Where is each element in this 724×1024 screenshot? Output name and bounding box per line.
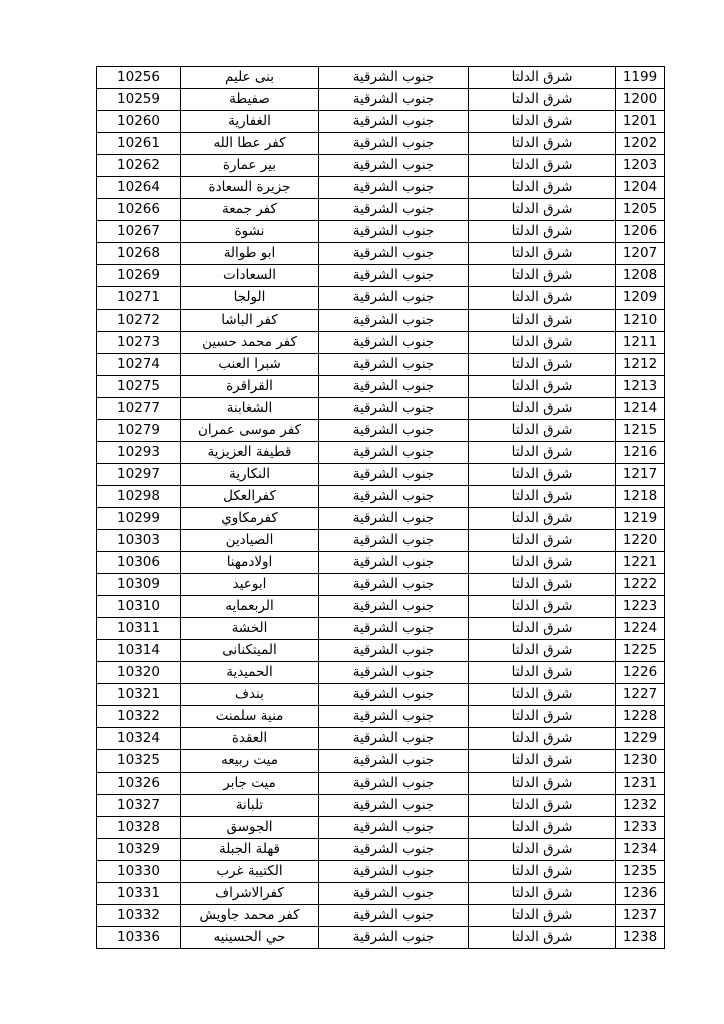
district-cell: جنوب الشرقية — [319, 309, 469, 331]
table-row — [97, 67, 665, 89]
row-number-cell: 1221 — [616, 552, 665, 574]
village-code-cell: 10293 — [97, 441, 181, 463]
district-cell: جنوب الشرقية — [319, 772, 469, 794]
table-row — [97, 441, 665, 463]
village-code-cell: 10311 — [97, 618, 181, 640]
row-number-cell: 1228 — [616, 706, 665, 728]
table-row — [97, 882, 665, 904]
table-row — [97, 574, 665, 596]
region-cell: شرق الدلتا — [469, 419, 616, 441]
village-code-cell: 10320 — [97, 662, 181, 684]
region-cell: شرق الدلتا — [469, 574, 616, 596]
row-number-cell: 1236 — [616, 882, 665, 904]
row-number-cell: 1219 — [616, 507, 665, 529]
district-cell: جنوب الشرقية — [319, 860, 469, 882]
village-name-cell: كفر موسى عمران — [181, 419, 319, 441]
village-code-cell: 10336 — [97, 926, 181, 948]
region-cell: شرق الدلتا — [469, 353, 616, 375]
row-number-cell: 1226 — [616, 662, 665, 684]
table-row — [97, 507, 665, 529]
row-number-cell: 1231 — [616, 772, 665, 794]
table-row — [97, 684, 665, 706]
village-code-cell: 10309 — [97, 574, 181, 596]
village-name-cell: كفرمكاوي — [181, 507, 319, 529]
row-number-cell: 1218 — [616, 485, 665, 507]
district-cell: جنوب الشرقية — [319, 397, 469, 419]
district-cell: جنوب الشرقية — [319, 529, 469, 551]
row-number-cell: 1205 — [616, 199, 665, 221]
table-row — [97, 772, 665, 794]
village-code-cell: 10303 — [97, 529, 181, 551]
village-code-cell: 10279 — [97, 419, 181, 441]
row-number-cell: 1199 — [616, 67, 665, 89]
district-cell: جنوب الشرقية — [319, 111, 469, 133]
village-name-cell: ميت ربيعه — [181, 750, 319, 772]
village-code-cell: 10260 — [97, 111, 181, 133]
row-number-cell: 1209 — [616, 287, 665, 309]
table-row — [97, 860, 665, 882]
region-cell: شرق الدلتا — [469, 89, 616, 111]
village-name-cell: كفر محمد جاويش — [181, 904, 319, 926]
region-cell: شرق الدلتا — [469, 199, 616, 221]
village-name-cell: الغفارية — [181, 111, 319, 133]
table-row — [97, 529, 665, 551]
region-cell: شرق الدلتا — [469, 860, 616, 882]
table-row — [97, 618, 665, 640]
village-name-cell: كفرالعكل — [181, 485, 319, 507]
village-name-cell: الخشة — [181, 618, 319, 640]
region-cell: شرق الدلتا — [469, 397, 616, 419]
region-cell: شرق الدلتا — [469, 794, 616, 816]
row-number-cell: 1220 — [616, 529, 665, 551]
district-cell: جنوب الشرقية — [319, 926, 469, 948]
district-cell: جنوب الشرقية — [319, 221, 469, 243]
village-code-cell: 10306 — [97, 552, 181, 574]
village-code-cell: 10332 — [97, 904, 181, 926]
district-cell: جنوب الشرقية — [319, 574, 469, 596]
table-row — [97, 265, 665, 287]
village-code-cell: 10272 — [97, 309, 181, 331]
region-cell: شرق الدلتا — [469, 331, 616, 353]
village-code-cell: 10324 — [97, 728, 181, 750]
village-code-cell: 10326 — [97, 772, 181, 794]
village-name-cell: الشغابنة — [181, 397, 319, 419]
district-cell: جنوب الشرقية — [319, 133, 469, 155]
village-code-cell: 10314 — [97, 640, 181, 662]
village-code-cell: 10266 — [97, 199, 181, 221]
village-name-cell: منية سلمنت — [181, 706, 319, 728]
district-cell: جنوب الشرقية — [319, 684, 469, 706]
region-cell: شرق الدلتا — [469, 838, 616, 860]
table-row — [97, 485, 665, 507]
district-cell: جنوب الشرقية — [319, 618, 469, 640]
row-number-cell: 1217 — [616, 463, 665, 485]
row-number-cell: 1208 — [616, 265, 665, 287]
row-number-cell: 1202 — [616, 133, 665, 155]
district-cell: جنوب الشرقية — [319, 596, 469, 618]
village-name-cell: حي الحسينيه — [181, 926, 319, 948]
table-row — [97, 133, 665, 155]
village-code-cell: 10331 — [97, 882, 181, 904]
region-cell: شرق الدلتا — [469, 596, 616, 618]
district-cell: جنوب الشرقية — [319, 243, 469, 265]
table-row — [97, 243, 665, 265]
district-cell: جنوب الشرقية — [319, 265, 469, 287]
village-code-cell: 10321 — [97, 684, 181, 706]
village-code-cell: 10269 — [97, 265, 181, 287]
row-number-cell: 1211 — [616, 331, 665, 353]
district-cell: جنوب الشرقية — [319, 353, 469, 375]
region-cell: شرق الدلتا — [469, 265, 616, 287]
village-name-cell: كفر محمد حسين — [181, 331, 319, 353]
row-number-cell: 1213 — [616, 375, 665, 397]
village-code-cell: 10274 — [97, 353, 181, 375]
district-cell: جنوب الشرقية — [319, 463, 469, 485]
row-number-cell: 1207 — [616, 243, 665, 265]
region-cell: شرق الدلتا — [469, 904, 616, 926]
region-cell: شرق الدلتا — [469, 243, 616, 265]
village-name-cell: بندف — [181, 684, 319, 706]
district-cell: جنوب الشرقية — [319, 441, 469, 463]
row-number-cell: 1222 — [616, 574, 665, 596]
village-name-cell: ابوعيد — [181, 574, 319, 596]
table-row — [97, 904, 665, 926]
table-row — [97, 177, 665, 199]
village-name-cell: الميتكنانى — [181, 640, 319, 662]
row-number-cell: 1216 — [616, 441, 665, 463]
table-row — [97, 662, 665, 684]
village-code-cell: 10325 — [97, 750, 181, 772]
district-cell: جنوب الشرقية — [319, 485, 469, 507]
table-row — [97, 199, 665, 221]
region-cell: شرق الدلتا — [469, 750, 616, 772]
row-number-cell: 1215 — [616, 419, 665, 441]
row-number-cell: 1210 — [616, 309, 665, 331]
village-name-cell: تلبانة — [181, 794, 319, 816]
table-row — [97, 728, 665, 750]
table-row — [97, 309, 665, 331]
region-cell: شرق الدلتا — [469, 728, 616, 750]
district-cell: جنوب الشرقية — [319, 882, 469, 904]
table-row — [97, 221, 665, 243]
village-name-cell: ابو طوالة — [181, 243, 319, 265]
village-code-cell: 10329 — [97, 838, 181, 860]
village-code-cell: 10256 — [97, 67, 181, 89]
table-row — [97, 596, 665, 618]
table-row — [97, 794, 665, 816]
village-code-cell: 10322 — [97, 706, 181, 728]
village-name-cell: الكتيبة غرب — [181, 860, 319, 882]
village-name-cell: جزيرة السعادة — [181, 177, 319, 199]
region-cell: شرق الدلتا — [469, 287, 616, 309]
village-name-cell: العقدة — [181, 728, 319, 750]
district-cell: جنوب الشرقية — [319, 706, 469, 728]
village-name-cell: شبرا العنب — [181, 353, 319, 375]
region-cell: شرق الدلتا — [469, 441, 616, 463]
village-name-cell: كفر عطا الله — [181, 133, 319, 155]
village-name-cell: الجوسق — [181, 816, 319, 838]
village-code-cell: 10261 — [97, 133, 181, 155]
region-cell: شرق الدلتا — [469, 309, 616, 331]
village-code-cell: 10310 — [97, 596, 181, 618]
district-cell: جنوب الشرقية — [319, 662, 469, 684]
district-cell: جنوب الشرقية — [319, 816, 469, 838]
row-number-cell: 1224 — [616, 618, 665, 640]
row-number-cell: 1223 — [616, 596, 665, 618]
row-number-cell: 1203 — [616, 155, 665, 177]
district-cell: جنوب الشرقية — [319, 750, 469, 772]
row-number-cell: 1237 — [616, 904, 665, 926]
region-cell: شرق الدلتا — [469, 882, 616, 904]
region-cell: شرق الدلتا — [469, 529, 616, 551]
district-cell: جنوب الشرقية — [319, 904, 469, 926]
table-row — [97, 926, 665, 948]
village-name-cell: الحميدية — [181, 662, 319, 684]
district-cell: جنوب الشرقية — [319, 67, 469, 89]
region-cell: شرق الدلتا — [469, 221, 616, 243]
table-body — [97, 67, 665, 949]
village-name-cell: بنى عليم — [181, 67, 319, 89]
table-row — [97, 287, 665, 309]
table-row — [97, 375, 665, 397]
region-cell: شرق الدلتا — [469, 552, 616, 574]
village-name-cell: النكارية — [181, 463, 319, 485]
village-table — [96, 66, 665, 949]
district-cell: جنوب الشرقية — [319, 838, 469, 860]
district-cell: جنوب الشرقية — [319, 199, 469, 221]
region-cell: شرق الدلتا — [469, 177, 616, 199]
district-cell: جنوب الشرقية — [319, 375, 469, 397]
region-cell: شرق الدلتا — [469, 618, 616, 640]
region-cell: شرق الدلتا — [469, 640, 616, 662]
district-cell: جنوب الشرقية — [319, 177, 469, 199]
village-code-cell: 10267 — [97, 221, 181, 243]
table-row — [97, 750, 665, 772]
row-number-cell: 1238 — [616, 926, 665, 948]
region-cell: شرق الدلتا — [469, 133, 616, 155]
district-cell: جنوب الشرقية — [319, 728, 469, 750]
row-number-cell: 1234 — [616, 838, 665, 860]
village-name-cell: بير عمارة — [181, 155, 319, 177]
table-row — [97, 397, 665, 419]
village-code-cell: 10264 — [97, 177, 181, 199]
village-name-cell: الصيادين — [181, 529, 319, 551]
row-number-cell: 1235 — [616, 860, 665, 882]
region-cell: شرق الدلتا — [469, 926, 616, 948]
village-name-cell: قطيفة العزيزية — [181, 441, 319, 463]
village-name-cell: صفيطة — [181, 89, 319, 111]
village-code-cell: 10277 — [97, 397, 181, 419]
district-cell: جنوب الشرقية — [319, 89, 469, 111]
region-cell: شرق الدلتا — [469, 485, 616, 507]
village-code-cell: 10299 — [97, 507, 181, 529]
row-number-cell: 1225 — [616, 640, 665, 662]
district-cell: جنوب الشرقية — [319, 794, 469, 816]
district-cell: جنوب الشرقية — [319, 419, 469, 441]
row-number-cell: 1204 — [616, 177, 665, 199]
table-row — [97, 838, 665, 860]
village-code-cell: 10259 — [97, 89, 181, 111]
village-code-cell: 10297 — [97, 463, 181, 485]
row-number-cell: 1212 — [616, 353, 665, 375]
table-row — [97, 155, 665, 177]
table-row — [97, 111, 665, 133]
district-cell: جنوب الشرقية — [319, 287, 469, 309]
row-number-cell: 1200 — [616, 89, 665, 111]
village-code-cell: 10298 — [97, 485, 181, 507]
village-code-cell: 10262 — [97, 155, 181, 177]
table-row — [97, 552, 665, 574]
village-code-cell: 10328 — [97, 816, 181, 838]
table-row — [97, 640, 665, 662]
village-name-cell: الولجا — [181, 287, 319, 309]
row-number-cell: 1201 — [616, 111, 665, 133]
village-name-cell: القراقرة — [181, 375, 319, 397]
row-number-cell: 1227 — [616, 684, 665, 706]
region-cell: شرق الدلتا — [469, 463, 616, 485]
table-row — [97, 816, 665, 838]
table-row — [97, 706, 665, 728]
village-code-cell: 10330 — [97, 860, 181, 882]
region-cell: شرق الدلتا — [469, 816, 616, 838]
village-name-cell: السعادات — [181, 265, 319, 287]
village-code-cell: 10275 — [97, 375, 181, 397]
region-cell: شرق الدلتا — [469, 507, 616, 529]
village-name-cell: كفر الباشا — [181, 309, 319, 331]
village-name-cell: ميت جابر — [181, 772, 319, 794]
village-code-cell: 10273 — [97, 331, 181, 353]
village-code-cell: 10268 — [97, 243, 181, 265]
region-cell: شرق الدلتا — [469, 772, 616, 794]
table-row — [97, 463, 665, 485]
village-name-cell: اولادمهنا — [181, 552, 319, 574]
row-number-cell: 1214 — [616, 397, 665, 419]
district-cell: جنوب الشرقية — [319, 155, 469, 177]
region-cell: شرق الدلتا — [469, 662, 616, 684]
region-cell: شرق الدلتا — [469, 111, 616, 133]
village-name-cell: نشوة — [181, 221, 319, 243]
village-code-cell: 10327 — [97, 794, 181, 816]
table-row — [97, 89, 665, 111]
table-row — [97, 353, 665, 375]
table-row — [97, 419, 665, 441]
district-cell: جنوب الشرقية — [319, 640, 469, 662]
village-name-cell: الربعمايه — [181, 596, 319, 618]
table-row — [97, 331, 665, 353]
row-number-cell: 1230 — [616, 750, 665, 772]
region-cell: شرق الدلتا — [469, 67, 616, 89]
region-cell: شرق الدلتا — [469, 155, 616, 177]
row-number-cell: 1233 — [616, 816, 665, 838]
village-name-cell: قهلة الجبلة — [181, 838, 319, 860]
row-number-cell: 1232 — [616, 794, 665, 816]
region-cell: شرق الدلتا — [469, 375, 616, 397]
row-number-cell: 1229 — [616, 728, 665, 750]
village-code-cell: 10271 — [97, 287, 181, 309]
region-cell: شرق الدلتا — [469, 684, 616, 706]
district-cell: جنوب الشرقية — [319, 331, 469, 353]
district-cell: جنوب الشرقية — [319, 507, 469, 529]
village-name-cell: كفر جمعة — [181, 199, 319, 221]
village-name-cell: كفرالاشراف — [181, 882, 319, 904]
region-cell: شرق الدلتا — [469, 706, 616, 728]
row-number-cell: 1206 — [616, 221, 665, 243]
district-cell: جنوب الشرقية — [319, 552, 469, 574]
